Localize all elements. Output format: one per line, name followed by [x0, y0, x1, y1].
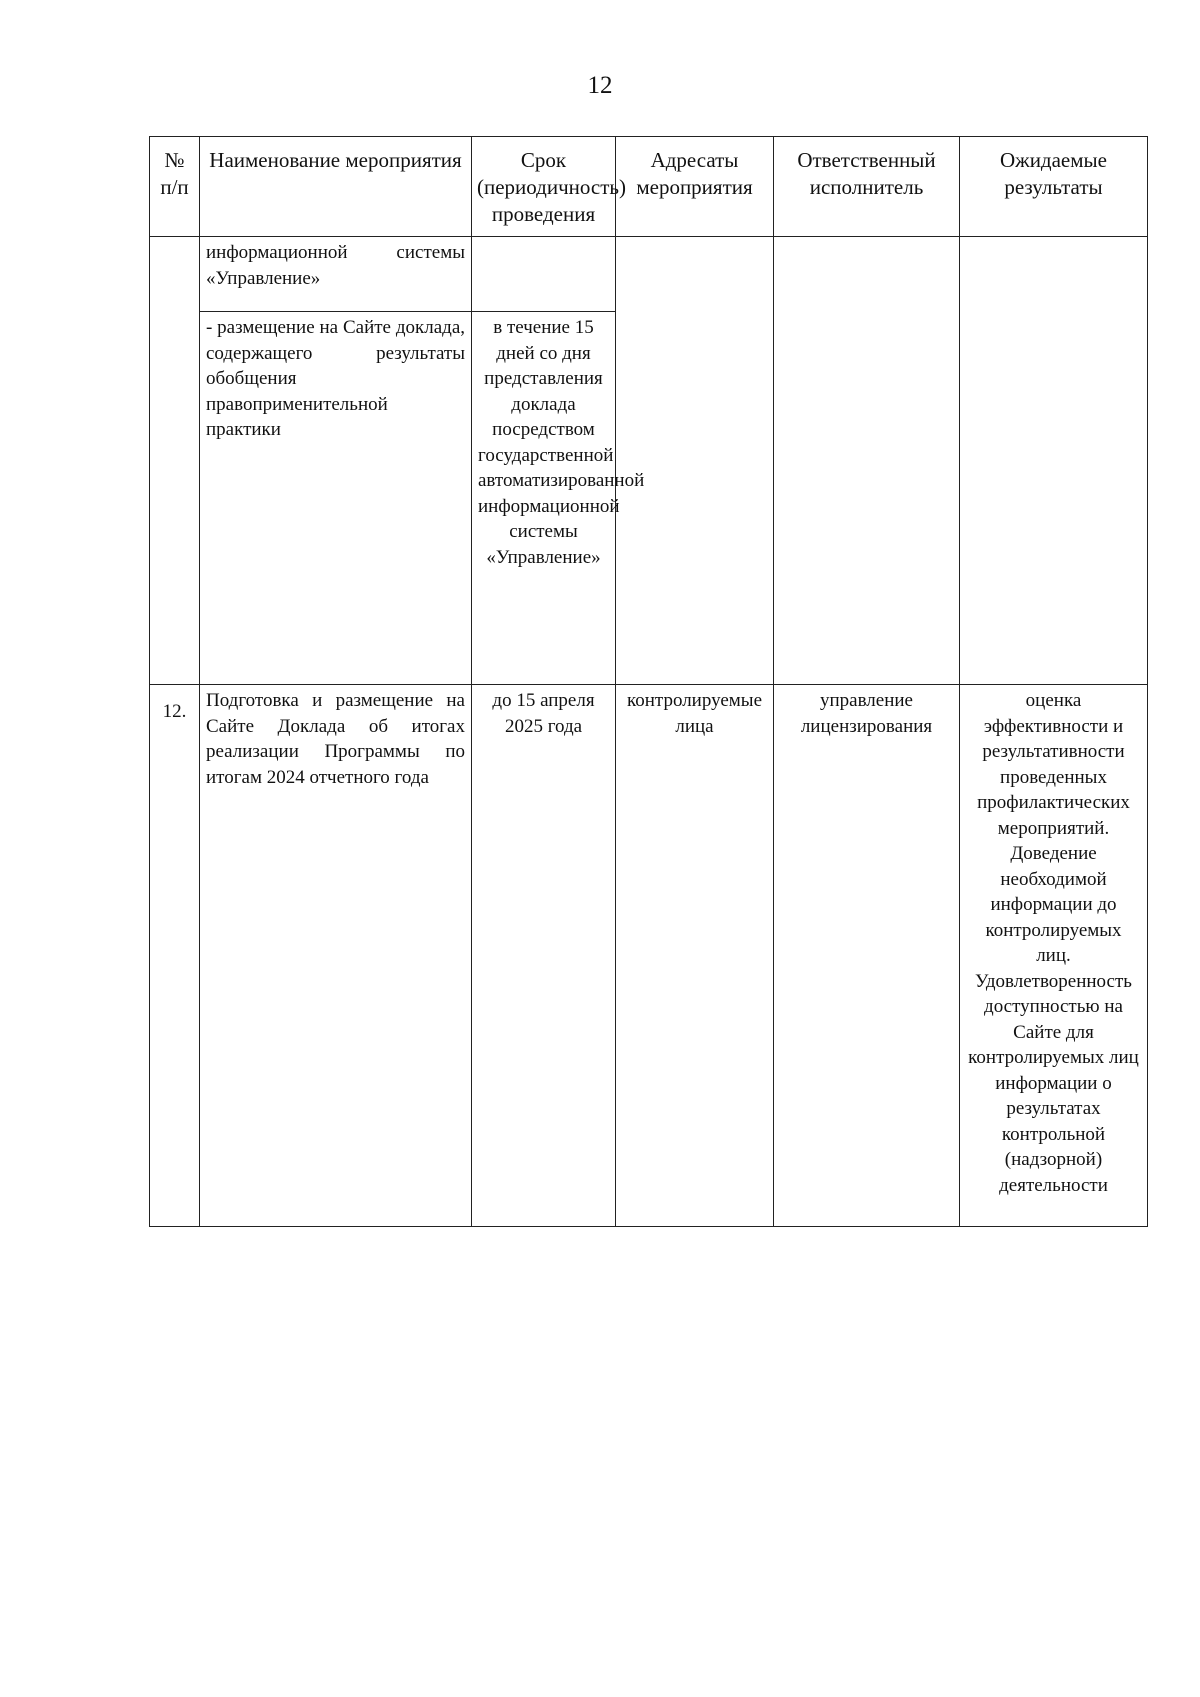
- header-num: № п/п: [150, 137, 200, 237]
- cell-addressees-continued: [616, 237, 774, 685]
- cell-term: до 15 апреля 2025 года: [472, 685, 616, 1227]
- cell-num-continued: [150, 237, 200, 685]
- cell-name-continued: информационной системы «Управление»: [200, 237, 472, 312]
- cell-results: оценка эффективности и результативности проведенных профилактических мероприятий. Доведение необходимой информации до контролируемых лиц. Удовлетворенность доступностью на Сайте для контролируемых лиц информации о результатах контрольной (надзорной) деятельности: [960, 685, 1148, 1227]
- measures-table: [149, 136, 1148, 1227]
- header-results: Ожидаемые результаты: [960, 137, 1148, 237]
- header-term: Срок (периодичность) проведения: [472, 137, 616, 237]
- cell-num: 12.: [150, 685, 200, 1227]
- cell-name: Подготовка и размещение на Сайте Доклада об итогах реализации Программы по итогам 2024 отчетного года: [200, 685, 472, 1227]
- cell-term-continued: [472, 237, 616, 312]
- table-row: [150, 685, 1148, 1227]
- table-row: [150, 237, 1148, 312]
- cell-results-continued: [960, 237, 1148, 685]
- cell-responsible: управление лицензирования: [774, 685, 960, 1227]
- header-name: Наименование мероприятия: [200, 137, 472, 237]
- cell-name: - размещение на Сайте доклада, содержащего результаты обобщения правоприменительной практики: [200, 312, 472, 685]
- cell-responsible-continued: [774, 237, 960, 685]
- page-number: 12: [587, 72, 613, 99]
- header-responsible: Ответственный исполнитель: [774, 137, 960, 237]
- cell-term: в течение 15 дней со дня представления доклада посредством государственной автоматизированной информационной системы «Управление»: [472, 312, 616, 685]
- header-addressees: Адресаты мероприятия: [616, 137, 774, 237]
- cell-addressees: контролируемые лица: [616, 685, 774, 1227]
- table-header-row: [150, 137, 1148, 237]
